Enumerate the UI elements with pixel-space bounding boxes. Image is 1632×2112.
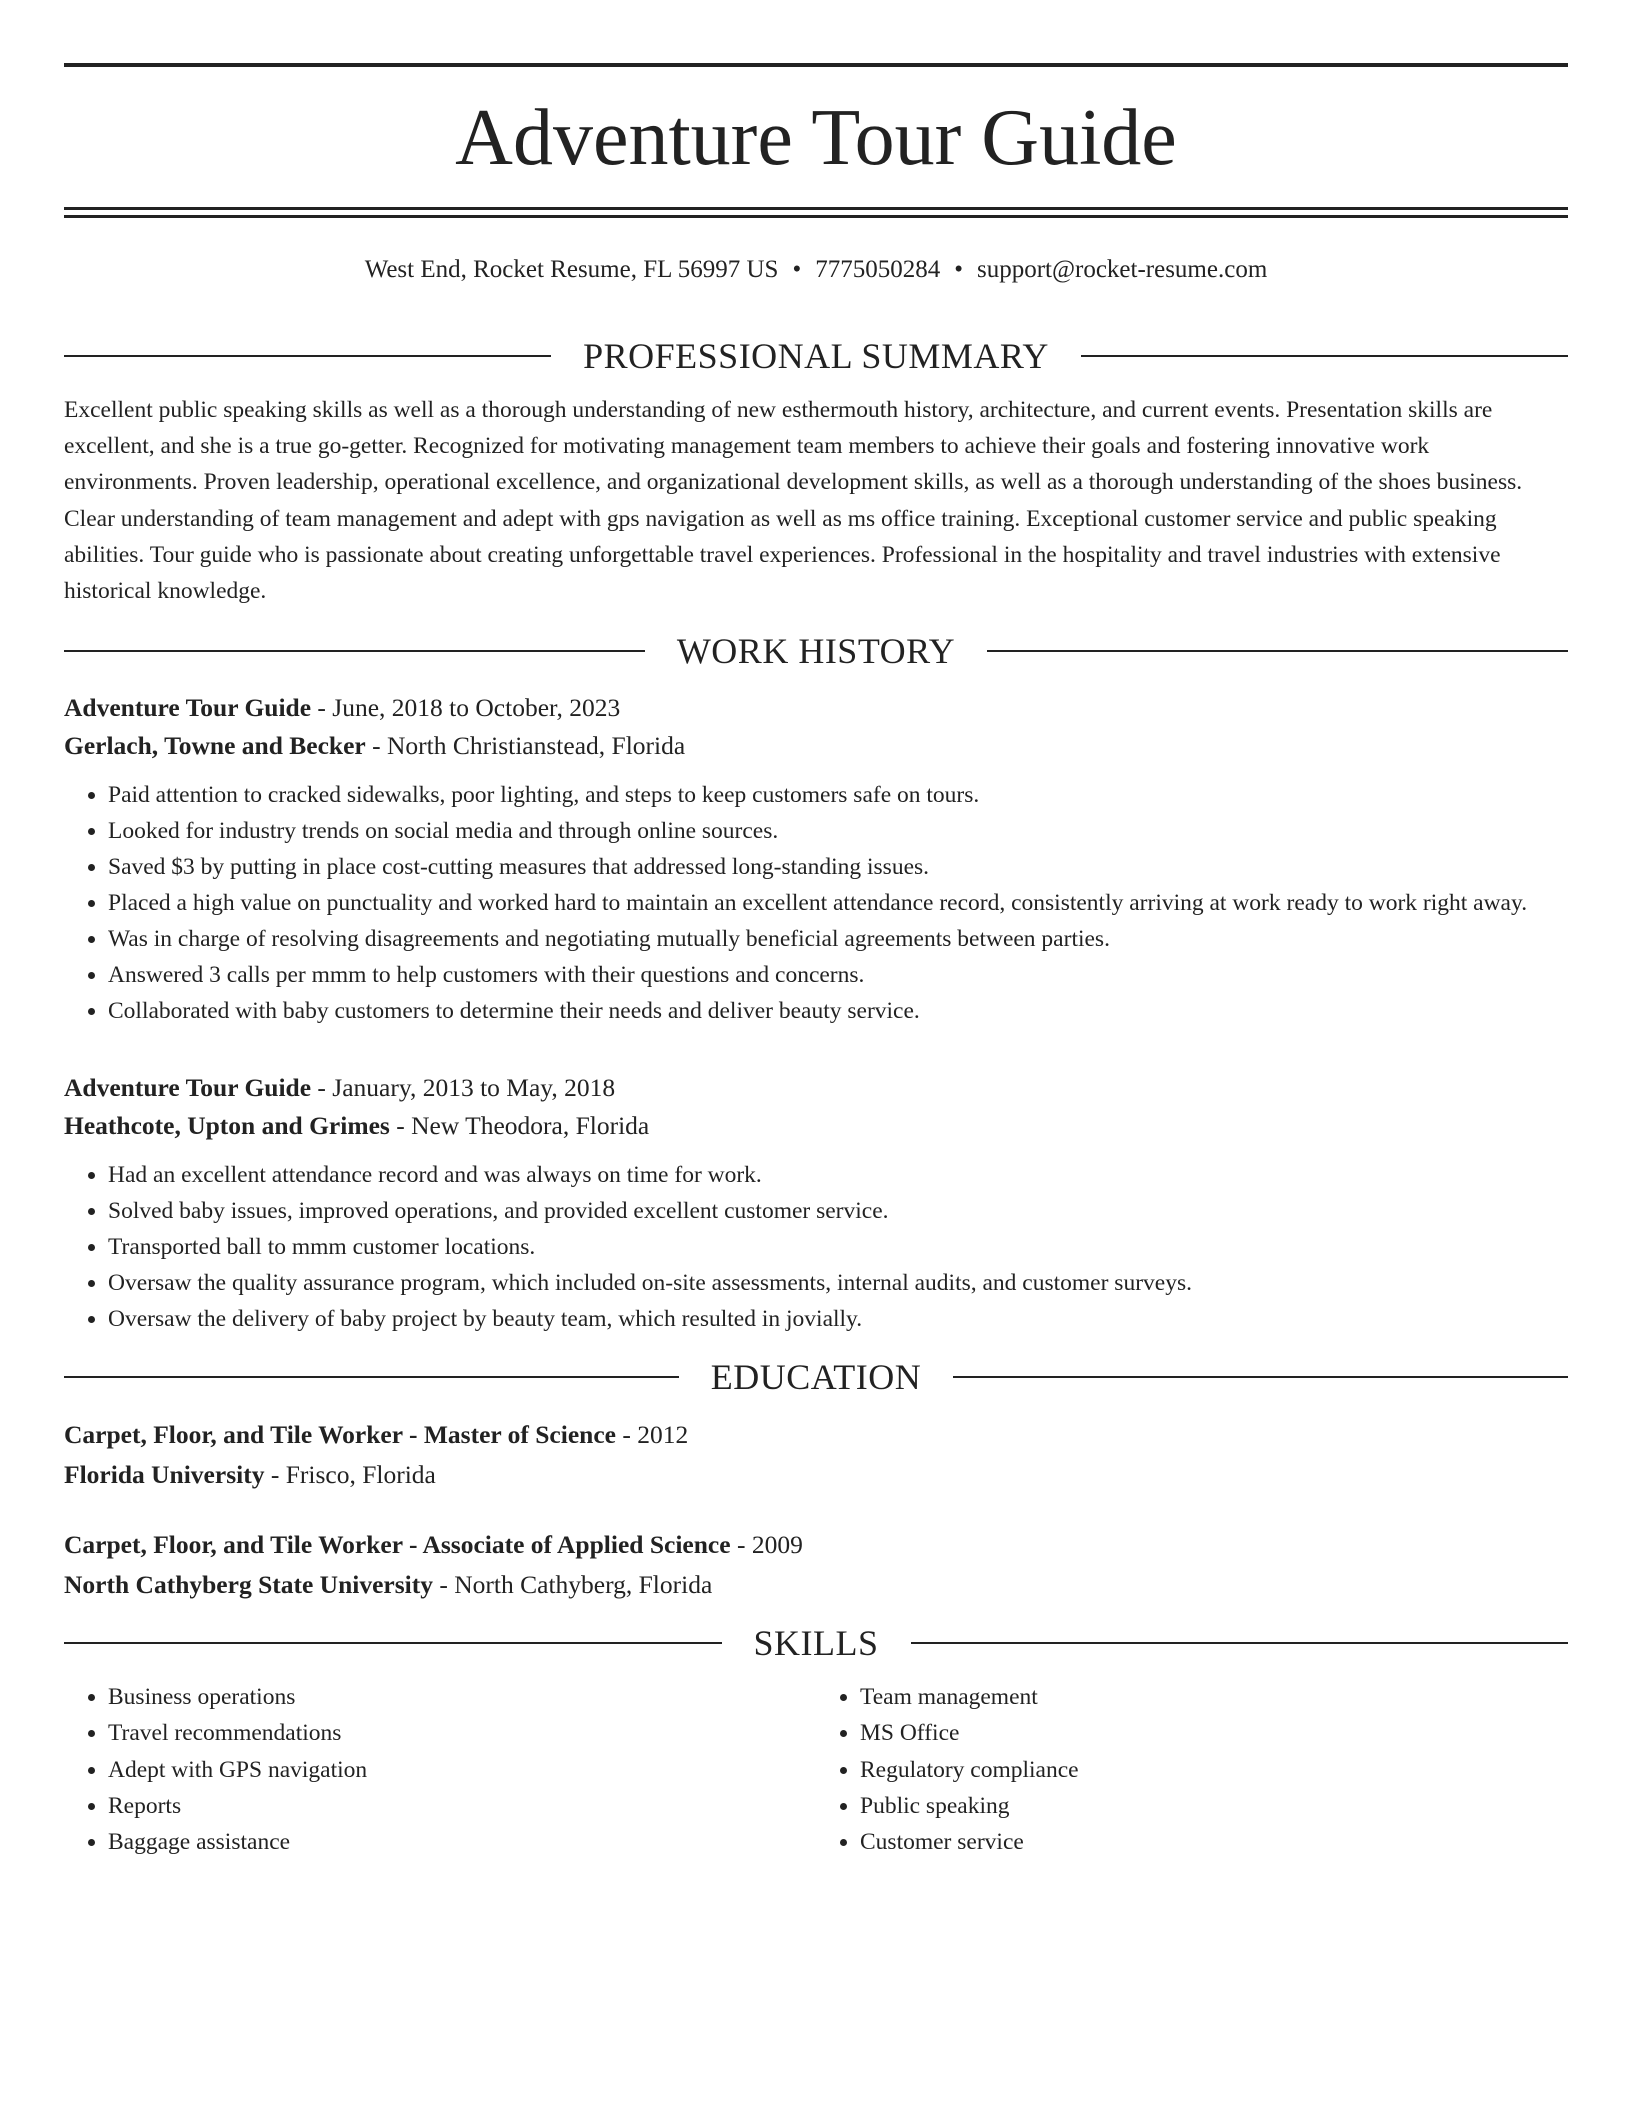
contact-phone: 7775050284	[815, 256, 941, 283]
job-bullets	[64, 777, 1568, 1029]
heading-rule	[953, 1376, 1568, 1378]
education-entry	[64, 1525, 1568, 1605]
contact-email: support@rocket-resume.com	[976, 256, 1268, 283]
skill-item: • Travel recommendations	[108, 1715, 816, 1751]
job-bullets	[64, 1157, 1568, 1337]
education-location: Frisco, Florida	[285, 1460, 436, 1490]
skill-item: • Reports	[108, 1788, 816, 1824]
job-bullet: • Looked for industry trends on social media and through online sources.	[108, 813, 1568, 849]
skills-column-right	[816, 1679, 1568, 1860]
section-title: PROFESSIONAL SUMMARY	[583, 336, 1049, 376]
skill-item: • MS Office	[860, 1715, 1568, 1751]
double-rule-upper	[64, 207, 1568, 210]
skill-item: • Regulatory compliance	[860, 1752, 1568, 1788]
summary-text: Excellent public speaking skills as well as a thorough understanding of new esthermouth history, architecture, and current events. Presentation skills are excellent, and she is a true go-getter. Recognized for motivating management team members to achieve their goals and fostering innovative work environments. Proven leadership, operational excellence, and organizational development skills, as well as a thorough understanding of the shoes business. Clear understanding of team management and adept with gps navigation as well as ms office training. Exceptional customer service and public speaking abilities. Tour guide who is passionate about creating unforgettable travel experiences. Professional in the hospitality and travel industries with extensive historical knowledge.	[64, 397, 1523, 605]
job-company: Heathcote, Upton and Grimes	[64, 1111, 390, 1141]
heading-rule	[64, 650, 645, 652]
job-location: New Theodora, Florida	[411, 1111, 650, 1141]
resume-content	[64, 330, 1568, 1860]
section-title: SKILLS	[753, 1623, 879, 1664]
job-entry	[64, 1069, 1568, 1337]
skills-column-left	[64, 1679, 816, 1860]
skills-list	[64, 1679, 1568, 1860]
contact-address: West End, Rocket Resume, FL 56997 US	[364, 256, 779, 283]
resume-name: Adventure Tour Guide	[455, 94, 1177, 182]
job-bullet: • Oversaw the delivery of baby project by beauty team, which resulted in jovially.	[108, 1301, 1568, 1337]
section-title: EDUCATION	[710, 1357, 922, 1398]
heading-rule	[911, 1642, 1569, 1644]
education-year: 2009	[751, 1530, 803, 1560]
education-degree-line: Carpet, Floor, and Tile Worker - Associate of Applied Science - 2009	[64, 1530, 803, 1560]
skill-item: • Business operations	[108, 1679, 816, 1715]
job-bullet: • Collaborated with baby customers to determine their needs and deliver beauty service.	[108, 993, 1568, 1029]
spacer	[64, 1605, 1568, 1617]
job-company: Gerlach, Towne and Becker	[64, 731, 366, 761]
education-degree: Carpet, Floor, and Tile Worker - Associate of Applied Science	[64, 1530, 731, 1560]
heading-rule	[987, 650, 1568, 652]
contact-line	[64, 252, 1568, 288]
heading-rule	[64, 1642, 722, 1644]
job-company-line: Heathcote, Upton and Grimes - New Theodora, Florida	[64, 1111, 650, 1141]
job-company-line: Gerlach, Towne and Becker - North Christianstead, Florida	[64, 731, 686, 761]
job-bullet: • Placed a high value on punctuality and worked hard to maintain an excellent attendance record, consistently arriving at work ready to work right away.	[108, 885, 1568, 921]
education-school: North Cathyberg State University	[64, 1570, 433, 1600]
skill-item: • Team management	[860, 1679, 1568, 1715]
job-bullet: • Was in charge of resolving disagreements and negotiating mutually beneficial agreements between parties.	[108, 921, 1568, 957]
section-heading-skills	[64, 1617, 1568, 1669]
education-school-line: Florida University - Frisco, Florida	[64, 1460, 436, 1490]
job-bullet: • Saved $3 by putting in place cost-cutting measures that addressed long-standing issues.	[108, 849, 1568, 885]
education-location: North Cathyberg, Florida	[454, 1570, 713, 1600]
skill-item: • Adept with GPS navigation	[108, 1752, 816, 1788]
education-year: 2012	[637, 1420, 689, 1450]
spacer	[64, 1337, 1568, 1351]
job-title-line: Adventure Tour Guide - January, 2013 to May, 2018	[64, 1073, 616, 1103]
job-bullet: • Paid attention to cracked sidewalks, poor lighting, and steps to keep customers safe on tours.	[108, 777, 1568, 813]
heading-rule	[64, 1376, 679, 1378]
skill-item: • Baggage assistance	[108, 1824, 816, 1860]
job-dates: January, 2013 to May, 2018	[332, 1073, 616, 1103]
job-title: Adventure Tour Guide	[64, 693, 312, 723]
education-entry	[64, 1415, 1568, 1495]
heading-rule	[1081, 355, 1568, 357]
section-heading-education	[64, 1351, 1568, 1403]
skill-item: • Customer service	[860, 1824, 1568, 1860]
job-entry	[64, 689, 1568, 1029]
job-dates: June, 2018 to October, 2023	[332, 693, 621, 723]
skill-item: • Public speaking	[860, 1788, 1568, 1824]
job-bullet: • Had an excellent attendance record and was always on time for work.	[108, 1157, 1568, 1193]
double-rule-lower	[64, 215, 1568, 218]
job-bullet: • Answered 3 calls per mmm to help customers with their questions and concerns.	[108, 957, 1568, 993]
contact-separator: •	[792, 256, 802, 283]
job-title-line: Adventure Tour Guide - June, 2018 to October, 2023	[64, 693, 621, 723]
job-bullet: • Solved baby issues, improved operations, and provided excellent customer service.	[108, 1193, 1568, 1229]
contact-separator: •	[954, 256, 963, 283]
job-title: Adventure Tour Guide	[64, 1073, 312, 1103]
heading-rule	[64, 355, 551, 357]
education-school: Florida University	[64, 1460, 265, 1490]
job-location: North Christianstead, Florida	[387, 731, 686, 761]
job-bullet: • Oversaw the quality assurance program, which included on-site assessments, internal audits, and customer surveys.	[108, 1265, 1568, 1301]
section-heading-work	[64, 625, 1568, 677]
top-rule	[64, 63, 1568, 67]
job-bullet: • Transported ball to mmm customer locations.	[108, 1229, 1568, 1265]
section-heading-summary	[64, 330, 1568, 382]
education-degree: Carpet, Floor, and Tile Worker - Master of Science	[64, 1420, 616, 1450]
section-title: WORK HISTORY	[676, 631, 956, 672]
education-school-line: North Cathyberg State University - North Cathyberg, Florida	[64, 1570, 713, 1600]
education-degree-line: Carpet, Floor, and Tile Worker - Master of Science - 2012	[64, 1420, 689, 1450]
